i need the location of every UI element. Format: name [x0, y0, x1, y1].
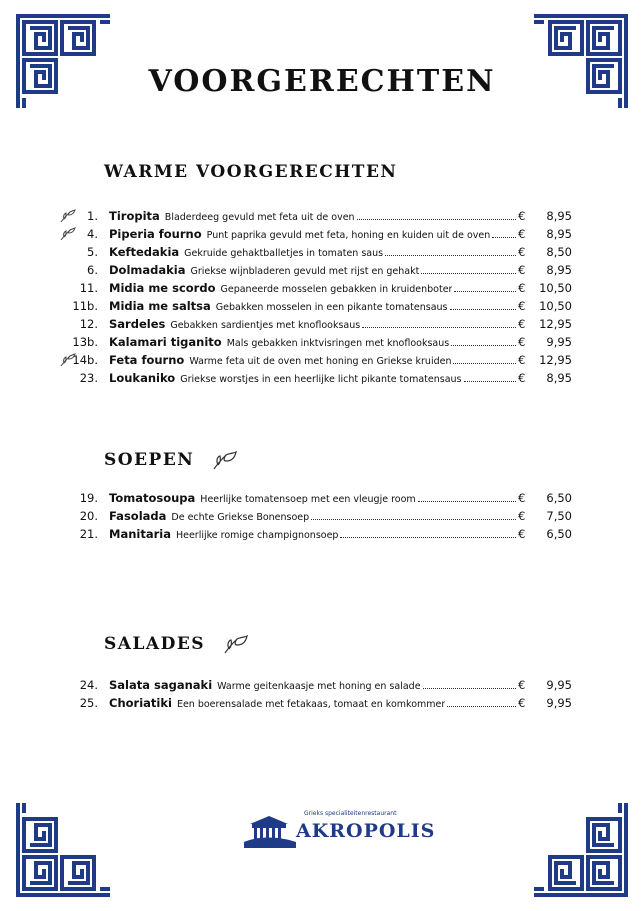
item-price: 8,95 — [546, 227, 572, 241]
menu-item-row — [60, 351, 572, 369]
item-number: 6. — [87, 263, 98, 277]
item-name: Choriatiki — [109, 696, 172, 710]
section-title-warme-voorgerechten — [104, 162, 397, 182]
item-number: 20. — [79, 509, 98, 523]
menu-item-row — [60, 507, 572, 525]
item-currency: € — [518, 527, 526, 541]
menu-item-row — [60, 333, 572, 351]
menu-item-row — [60, 525, 572, 543]
menu-item-row — [60, 315, 572, 333]
item-price: 8,95 — [546, 263, 572, 277]
item-name: Midia me scordo — [109, 281, 216, 295]
item-currency: € — [518, 299, 526, 313]
item-name: Tomatosoupa — [109, 491, 196, 505]
dot-leader — [423, 677, 516, 689]
item-description: Warme feta uit de oven met honing en Griekse kruiden — [189, 356, 452, 367]
logo-wordmark: AKROPOLIS — [296, 820, 436, 842]
item-price: 7,50 — [546, 509, 572, 523]
item-description: Gekruide gehaktballetjes in tomaten saus — [184, 248, 384, 259]
page-title: VOORGERECHTEN — [148, 64, 496, 99]
menu-item-row — [60, 489, 572, 507]
item-description: De echte Griekse Bonensoep — [171, 512, 310, 523]
section-items-salades — [60, 676, 572, 712]
section-title-text: SOEPEN — [104, 450, 195, 470]
dot-leader — [454, 280, 516, 292]
akropolis-logo — [238, 806, 436, 854]
item-currency: € — [518, 371, 526, 385]
item-number: 1. — [87, 209, 98, 223]
item-description: Gepaneerde mosselen gebakken in kruidenboter — [220, 284, 453, 295]
greek-key-corner-bottom-right — [532, 801, 628, 897]
dot-leader — [418, 490, 516, 502]
item-number: 25. — [79, 696, 98, 710]
logo-tagline: Grieks specialiteitenrestaurant — [304, 810, 397, 817]
item-name: Piperia fourno — [109, 227, 202, 241]
leaf-icon — [223, 635, 249, 655]
section-items-soepen — [60, 489, 572, 543]
dot-leader — [421, 262, 516, 274]
item-description: Punt paprika gevuld met feta, honing en kuiden uit de oven — [206, 230, 491, 241]
section-title-salades — [104, 634, 249, 655]
dot-leader — [357, 208, 516, 220]
item-price: 9,95 — [546, 678, 572, 692]
item-price: 12,95 — [539, 317, 572, 331]
item-name: Keftedakia — [109, 245, 180, 259]
leaf-icon — [212, 451, 238, 471]
item-name: Fasolada — [109, 509, 167, 523]
dot-leader — [453, 352, 516, 364]
item-description: Bladerdeeg gevuld met feta uit de oven — [164, 212, 355, 223]
item-number: 12. — [79, 317, 98, 331]
dot-leader — [362, 316, 516, 328]
item-price: 9,95 — [546, 696, 572, 710]
item-name: Manitaria — [109, 527, 171, 541]
menu-item-row — [60, 369, 572, 387]
item-price: 10,50 — [539, 281, 572, 295]
dot-leader — [447, 695, 516, 707]
dot-leader — [385, 244, 516, 256]
item-currency: € — [518, 245, 526, 259]
item-name: Kalamari tiganito — [109, 335, 222, 349]
item-price: 6,50 — [546, 491, 572, 505]
section-title-text: WARME VOORGERECHTEN — [104, 162, 398, 182]
item-price: 8,95 — [546, 371, 572, 385]
dot-leader — [340, 526, 516, 538]
item-currency: € — [518, 263, 526, 277]
item-currency: € — [518, 491, 526, 505]
item-currency: € — [518, 335, 526, 349]
item-description: Een boerensalade met fetakaas, tomaat en komkommer — [176, 699, 446, 710]
menu-item-row — [60, 694, 572, 712]
item-number: 11. — [79, 281, 98, 295]
item-number: 24. — [79, 678, 98, 692]
item-number: 5. — [87, 245, 98, 259]
menu-item-row — [60, 279, 572, 297]
menu-item-row — [60, 225, 572, 243]
item-number: 23. — [79, 371, 98, 385]
item-name: Sardeles — [109, 317, 166, 331]
item-currency: € — [518, 281, 526, 295]
dot-leader — [492, 226, 516, 238]
item-number: 21. — [79, 527, 98, 541]
menu-item-row — [60, 676, 572, 694]
item-price: 8,50 — [546, 245, 572, 259]
section-title-soepen — [104, 450, 238, 471]
item-price: 12,95 — [539, 353, 572, 367]
item-price: 8,95 — [546, 209, 572, 223]
dot-leader — [464, 370, 516, 382]
item-name: Feta fourno — [109, 353, 185, 367]
dot-leader — [450, 298, 517, 310]
menu-item-row — [60, 207, 572, 225]
item-currency: € — [518, 678, 526, 692]
item-name: Midia me saltsa — [109, 299, 211, 313]
item-description: Mals gebakken inktvisringen met knoflooksaus — [226, 338, 450, 349]
item-number: 4. — [87, 227, 98, 241]
item-name: Tiropita — [109, 209, 160, 223]
menu-item-row — [60, 243, 572, 261]
item-name: Salata saganaki — [109, 678, 213, 692]
item-price: 10,50 — [539, 299, 572, 313]
item-currency: € — [518, 227, 526, 241]
menu-item-row — [60, 261, 572, 279]
section-title-text: SALADES — [104, 634, 206, 654]
item-description: Warme geitenkaasje met honing en salade — [217, 681, 421, 692]
vegetarian-leaf-icon — [60, 209, 76, 223]
item-price: 6,50 — [546, 527, 572, 541]
item-description: Griekse worstjes in een heerlijke licht pikante tomatensaus — [180, 374, 462, 385]
item-currency: € — [518, 317, 526, 331]
item-number: 11b. — [72, 299, 98, 313]
item-description: Gebakken mosselen in een pikante tomatensaus — [215, 302, 448, 313]
item-name: Loukaniko — [109, 371, 176, 385]
temple-icon — [238, 812, 300, 852]
dot-leader — [451, 334, 516, 346]
item-currency: € — [518, 209, 526, 223]
item-number: 14b. — [72, 353, 98, 367]
menu-item-row — [60, 297, 572, 315]
item-number: 13b. — [72, 335, 98, 349]
dot-leader — [311, 508, 516, 520]
item-price: 9,95 — [546, 335, 572, 349]
item-name: Dolmadakia — [109, 263, 186, 277]
section-items-warme-voorgerechten — [60, 207, 572, 387]
item-currency: € — [518, 353, 526, 367]
item-description: Heerlijke tomatensoep met een vleugje room — [200, 494, 416, 505]
item-description: Gebakken sardientjes met knoflooksaus — [170, 320, 361, 331]
item-description: Heerlijke romige champignonsoep — [175, 530, 339, 541]
item-currency: € — [518, 509, 526, 523]
item-number: 19. — [79, 491, 98, 505]
vegetarian-leaf-icon — [60, 353, 76, 367]
greek-key-corner-bottom-left — [16, 801, 112, 897]
item-description: Griekse wijnbladeren gevuld met rijst en gehakt — [190, 266, 420, 277]
vegetarian-leaf-icon — [60, 227, 76, 241]
item-currency: € — [518, 696, 526, 710]
